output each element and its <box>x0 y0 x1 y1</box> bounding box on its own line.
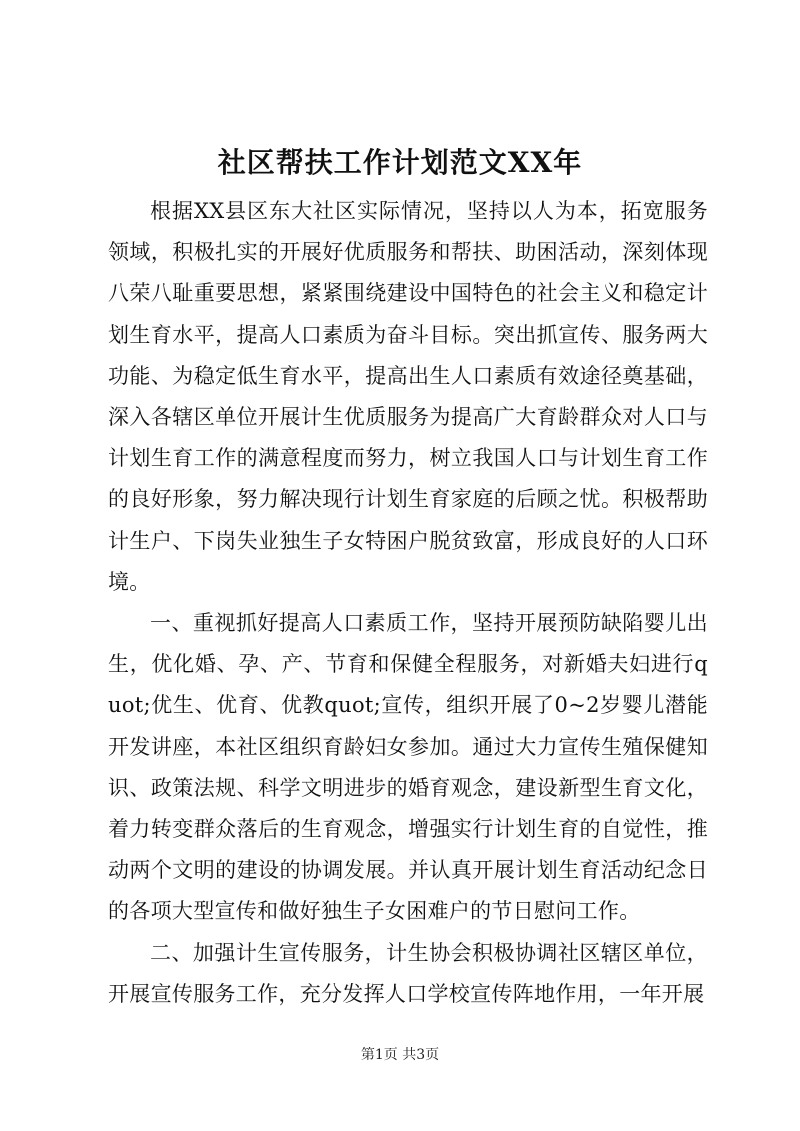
page-footer: 第1页 共3页 <box>360 1047 440 1063</box>
document-body <box>108 191 708 1015</box>
paragraph-section-1: 一、重视抓好提高人口素质工作，坚持开展预防缺陷婴儿出生，优化婚、孕、产、节育和保健全程服务，对新婚夫妇进行quot;优生、优育、优教quot;宣传，组织开展了0~2岁婴儿潜能开发讲座，本社区组织育龄妇女参加。通过大力宣传生殖保健知识、政策法规、科学文明进步的婚育观念，建设新型生育文化，着力转变群众落后的生育观念，增强实行计划生育的自觉性，推动两个文明的建设的协调发展。并认真开展计划生育活动纪念日的各项大型宣传和做好独生子女困难户的节日慰问工作。 <box>108 611 708 924</box>
document-title: 社区帮扶工作计划范文XX年 <box>217 146 583 179</box>
paragraph-intro: 根据XX县区东大社区实际情况，坚持以人为本，拓宽服务领域，积极扎实的开展好优质服务和帮扶、助困活动，深刻体现八荣八耻重要思想，紧紧围绕建设中国特色的社会主义和稳定计划生育水平，提高人口素质为奋斗目标。突出抓宣传、服务两大功能、为稳定低生育水平，提高出生人口素质有效途径奠基础，深入各辖区单位开展计生优质服务为提高广大育龄群众对人口与计划生育工作的满意程度而努力，树立我国人口与计划生育工作的良好形象，努力解决现行计划生育家庭的后顾之忧。积极帮助计生户、下岗失业独生子女特困户脱贫致富，形成良好的人口环境。 <box>108 199 708 594</box>
paragraph-section-2: 二、加强计生宣传服务，计生协会积极协调社区辖区单位，开展宣传服务工作，充分发挥人口学校宣传阵地作用，一年开展 <box>108 940 708 1006</box>
